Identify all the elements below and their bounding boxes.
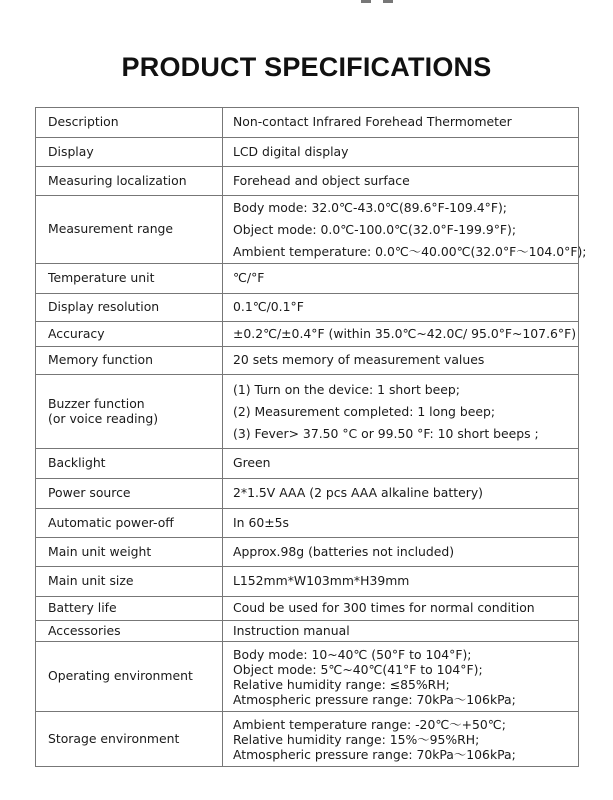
table-row <box>36 322 579 347</box>
table-row <box>36 509 579 538</box>
table-row <box>36 597 579 621</box>
value-line: Ambient temperature: 0.0℃～40.00℃(32.0°F～104.0°F); <box>233 243 587 259</box>
table-row <box>36 567 579 597</box>
value-line: (2) Measurement completed: 1 long beep; <box>233 403 495 419</box>
spec-value: ±0.2℃/±0.4°F (within 35.0℃~42.0C/ 95.0°F~107.6°F) <box>223 322 579 347</box>
value-line: (1) Turn on the device: 1 short beep; <box>233 381 460 397</box>
spec-value: 0.1℃/0.1°F <box>223 294 579 322</box>
spec-value: 20 sets memory of measurement values <box>223 347 579 375</box>
spec-label: Accuracy <box>36 322 223 347</box>
spec-value <box>223 712 579 767</box>
spec-label: Automatic power-off <box>36 509 223 538</box>
spec-value <box>223 196 587 264</box>
spec-value <box>223 375 579 449</box>
value-line: Object mode: 0.0℃-100.0℃(32.0°F-199.9°F); <box>233 221 517 237</box>
spec-value: Coud be used for 300 times for normal condition <box>223 597 579 621</box>
value-line: Relative humidity range: 15%～95%RH; <box>233 731 480 747</box>
spec-value: LCD digital display <box>223 138 579 167</box>
spec-label <box>36 375 223 449</box>
table-row <box>36 196 579 264</box>
table-row <box>36 479 579 509</box>
spec-value: Approx.98g (batteries not included) <box>223 538 579 567</box>
spec-value: Non-contact Infrared Forehead Thermometer <box>223 108 579 138</box>
table-row <box>36 167 579 196</box>
spec-label: Power source <box>36 479 223 509</box>
spec-table <box>35 107 587 767</box>
value-line: (3) Fever> 37.50 °C or 99.50 °F: 10 short beeps ; <box>233 425 539 441</box>
spec-value: L152mm*W103mm*H39mm <box>223 567 579 597</box>
spec-label: Backlight <box>36 449 223 479</box>
spec-value: Forehead and object surface <box>223 167 579 196</box>
spec-label: Display <box>36 138 223 167</box>
spec-label: Description <box>36 108 223 138</box>
spec-label: Measurement range <box>36 196 223 264</box>
label-line: (or voice reading) <box>48 410 159 426</box>
value-line: Atmospheric pressure range: 70kPa～106kPa; <box>233 746 516 762</box>
value-line: Body mode: 32.0℃-43.0℃(89.6°F-109.4°F); <box>233 199 507 215</box>
table-row <box>36 712 579 767</box>
spec-value: ℃/°F <box>223 264 579 294</box>
table-row <box>36 138 579 167</box>
spec-value: 2*1.5V AAA (2 pcs AAA alkaline battery) <box>223 479 579 509</box>
value-line: Atmospheric pressure range: 70kPa～106kPa; <box>233 691 516 707</box>
table-row <box>36 347 579 375</box>
table-row <box>36 294 579 322</box>
table-row <box>36 449 579 479</box>
spec-label: Operating environment <box>36 642 223 712</box>
table-row <box>36 375 579 449</box>
spec-label: Display resolution <box>36 294 223 322</box>
spec-value: Green <box>223 449 579 479</box>
table-row <box>36 108 579 138</box>
spec-label: Memory function <box>36 347 223 375</box>
value-line: Relative humidity range: ≤85%RH; <box>233 676 450 692</box>
top-edge-mark <box>361 0 397 4</box>
table-row <box>36 538 579 567</box>
value-line: Body mode: 10~40℃ (50°F to 104°F); <box>233 646 472 662</box>
table-row <box>36 621 579 642</box>
spec-label: Storage environment <box>36 712 223 767</box>
spec-value <box>223 642 579 712</box>
spec-label: Battery life <box>36 597 223 621</box>
spec-value: Instruction manual <box>223 621 579 642</box>
table-row <box>36 264 579 294</box>
spec-label: Main unit size <box>36 567 223 597</box>
spec-value: In 60±5s <box>223 509 579 538</box>
value-line: Ambient temperature range: -20℃～+50℃; <box>233 716 506 732</box>
spec-label: Measuring localization <box>36 167 223 196</box>
spec-label: Temperature unit <box>36 264 223 294</box>
page-title: PRODUCT SPECIFICATIONS <box>121 52 492 82</box>
label-line: Buzzer function <box>48 396 145 412</box>
table-row <box>36 642 579 712</box>
spec-label: Main unit weight <box>36 538 223 567</box>
value-line: Object mode: 5℃~40℃(41°F to 104°F); <box>233 661 483 677</box>
spec-label: Accessories <box>36 621 223 642</box>
